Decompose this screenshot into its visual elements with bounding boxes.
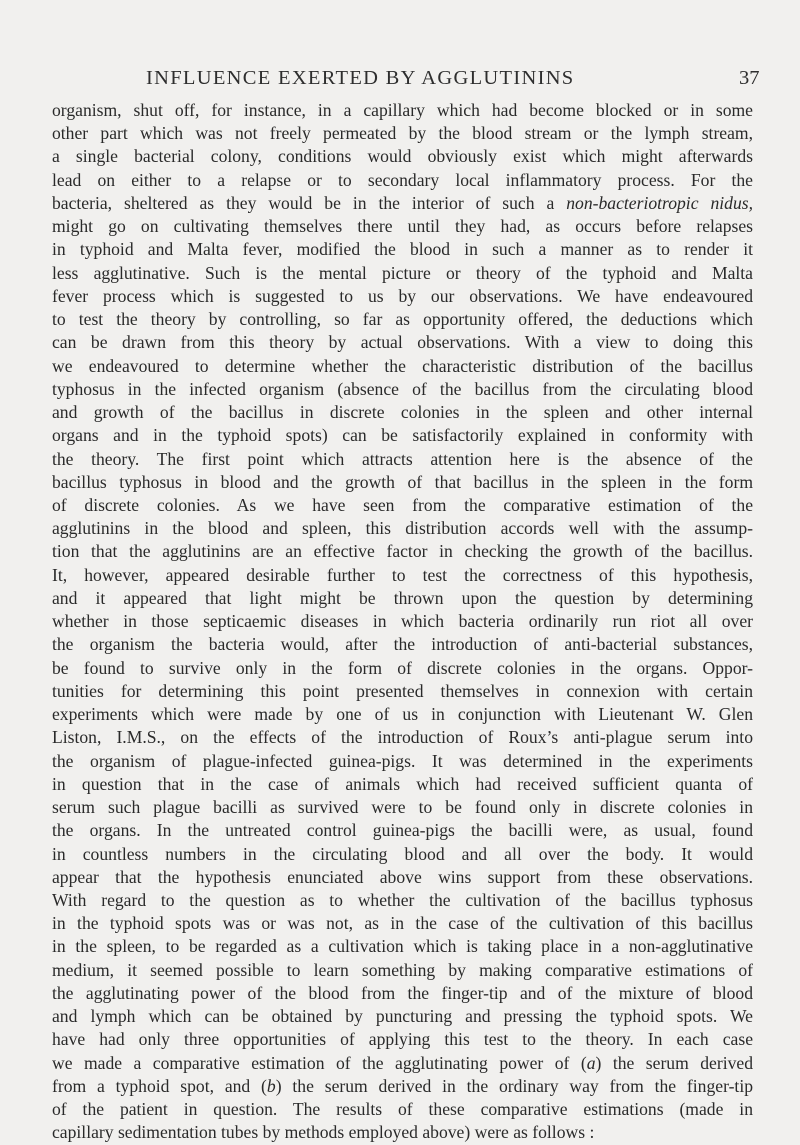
text-line: [52, 355, 753, 378]
text-line: [52, 517, 753, 540]
text-line: [52, 680, 753, 703]
text-run: less agglutinative. Such is the mental picture or theory of the typhoid and Malta: [52, 262, 753, 283]
text-line: [52, 773, 753, 796]
text-line: [52, 262, 753, 285]
text-run: fever process which is suggested to us by our observations. We have endeavoured: [52, 285, 753, 306]
text-run: in the typhoid spots was or was not, as in the case of the cultivation of this bacillus: [52, 913, 753, 934]
text-line: [52, 866, 753, 889]
text-line: [52, 1028, 753, 1051]
text-run: organism, shut off, for instance, in a capillary which had become blocked or in some: [52, 100, 753, 120]
text-run: typhosus in the infected organism (absence of the bacillus from the circulating blood: [52, 378, 753, 399]
text-run: ) the serum derived: [595, 1052, 753, 1073]
text-line: [52, 959, 753, 982]
text-line: [52, 401, 753, 424]
text-line: [52, 726, 753, 749]
text-run: medium, it seemed possible to learn something by making comparative estimations of: [52, 959, 753, 980]
text-line: [52, 1121, 753, 1144]
text-run: have had only three opportunities of applying this test to the theory. In each case: [52, 1029, 753, 1050]
text-line: [52, 169, 753, 192]
text-run: the organs. In the untreated control guinea-pigs the bacilli were, as usual, found: [52, 820, 753, 841]
text-run: tion that the agglutinins are an effective factor in checking the growth of the bacillus.: [52, 541, 753, 562]
text-line: [52, 982, 753, 1005]
text-run: the organism of plague-infected guinea-pigs. It was determined in the experiments: [52, 750, 753, 771]
text-line: [52, 285, 753, 308]
body-text: [52, 99, 753, 1145]
page-number: 37: [739, 67, 760, 89]
text-line: [52, 192, 753, 215]
text-run: the organism the bacteria would, after the introduction of anti-bacterial substances,: [52, 634, 753, 655]
text-line: [52, 238, 753, 261]
text-run: It, however, appeared desirable further to test the correctness of this hypothesis,: [52, 564, 753, 585]
text-run: we endeavoured to determine whether the characteristic distribution of the bacillus: [52, 355, 753, 376]
text-run: organs and in the typhoid spots) can be satisfactorily explained in conformity with: [52, 425, 753, 446]
text-run: can be drawn from this theory by actual observations. With a view to doing this: [52, 332, 753, 353]
text-line: [52, 99, 753, 122]
text-run: lead on either to a relapse or to secondary local inflammatory process. For the: [52, 169, 753, 190]
text-run: and it appeared that light might be thrown upon the question by determining: [52, 587, 753, 608]
text-run: serum such plague bacilli as survived were to be found only in discrete colonies in: [52, 797, 753, 818]
text-run: agglutinins in the blood and spleen, this distribution accords well with the assump-: [52, 518, 753, 539]
text-line: [52, 587, 753, 610]
text-line: [52, 1098, 753, 1121]
text-line: [52, 448, 753, 471]
text-run: in typhoid and Malta fever, modified the blood in such a manner as to render it: [52, 239, 753, 260]
text-run: capillary sedimentation tubes by methods employed above) were as follows :: [52, 1122, 595, 1143]
text-line: [52, 610, 753, 633]
running-head: [0, 66, 800, 94]
text-line: [52, 703, 753, 726]
text-run: With regard to the question as to whether the cultivation of the bacillus typhosus: [52, 889, 753, 910]
text-run: the theory. The first point which attracts attention here is the absence of the: [52, 448, 753, 469]
text-run: bacillus typhosus in blood and the growth of that bacillus in the spleen in the form: [52, 471, 753, 492]
text-run: and growth of the bacillus in discrete colonies in the spleen and other internal: [52, 402, 753, 423]
running-title: INFLUENCE EXERTED BY AGGLUTININS: [146, 67, 575, 89]
text-line: [52, 215, 753, 238]
text-line: [52, 424, 753, 447]
text-line: [52, 494, 753, 517]
text-line: [52, 308, 753, 331]
text-line: [52, 145, 753, 168]
text-run: and lymph which can be obtained by puncturing and pressing the typhoid spots. We: [52, 1006, 753, 1027]
text-run: in the spleen, to be regarded as a cultivation which is taking place in a non-agglutinative: [52, 936, 753, 957]
italic-run: non-bacteriotropic nidus,: [566, 192, 753, 213]
italic-run: a: [586, 1052, 596, 1073]
text-run: experiments which were made by one of us in conjunction with Lieutenant W. Glen: [52, 704, 753, 725]
text-line: [52, 1075, 753, 1098]
text-line: [52, 331, 753, 354]
text-line: [52, 819, 753, 842]
text-run: other part which was not freely permeated by the blood stream or the lymph stream,: [52, 123, 753, 144]
text-run: bacteria, sheltered as they would be in the interior of such a: [52, 192, 567, 213]
italic-run: b: [266, 1075, 276, 1096]
text-line: [52, 843, 753, 866]
text-run: tunities for determining this point presented themselves in connexion with certain: [52, 680, 753, 701]
text-line: [52, 540, 753, 563]
text-run: to test the theory by controlling, so far as opportunity offered, the deductions which: [52, 309, 753, 330]
text-line: [52, 1052, 753, 1075]
text-run: ) the serum derived in the ordinary way from the finger-tip: [275, 1075, 754, 1096]
text-run: in countless numbers in the circulating blood and all over the body. It would: [52, 843, 753, 864]
text-run: might go on cultivating themselves there until they had, as occurs before relapses: [52, 216, 753, 237]
text-line: [52, 912, 753, 935]
text-line: [52, 378, 753, 401]
text-run: of the patient in question. The results of these comparative estimations (made in: [52, 1099, 753, 1120]
text-run: a single bacterial colony, conditions would obviously exist which might afterwards: [52, 146, 753, 167]
text-line: [52, 633, 753, 656]
text-run: Liston, I.M.S., on the effects of the introduction of Roux’s anti-plague serum into: [52, 727, 753, 748]
text-line: [52, 889, 753, 912]
text-line: [52, 796, 753, 819]
text-line: [52, 471, 753, 494]
text-run: appear that the hypothesis enunciated above wins support from these observations.: [52, 866, 753, 887]
text-run: be found to survive only in the form of discrete colonies in the organs. Oppor-: [52, 657, 753, 678]
text-run: of discrete colonies. As we have seen from the comparative estimation of the: [52, 494, 753, 515]
text-run: whether in those septicaemic diseases in which bacteria ordinarily run riot all over: [52, 611, 753, 632]
text-line: [52, 935, 753, 958]
text-line: [52, 122, 753, 145]
text-line: [52, 564, 753, 587]
text-run: from a typhoid spot, and (: [52, 1075, 267, 1096]
text-run: we made a comparative estimation of the agglutinating power of (: [52, 1052, 587, 1073]
text-run: the agglutinating power of the blood from the finger-tip and of the mixture of blood: [52, 982, 753, 1003]
text-line: [52, 1005, 753, 1028]
text-run: in question that in the case of animals which had received sufficient quanta of: [52, 773, 753, 794]
text-line: [52, 750, 753, 773]
text-line: [52, 657, 753, 680]
